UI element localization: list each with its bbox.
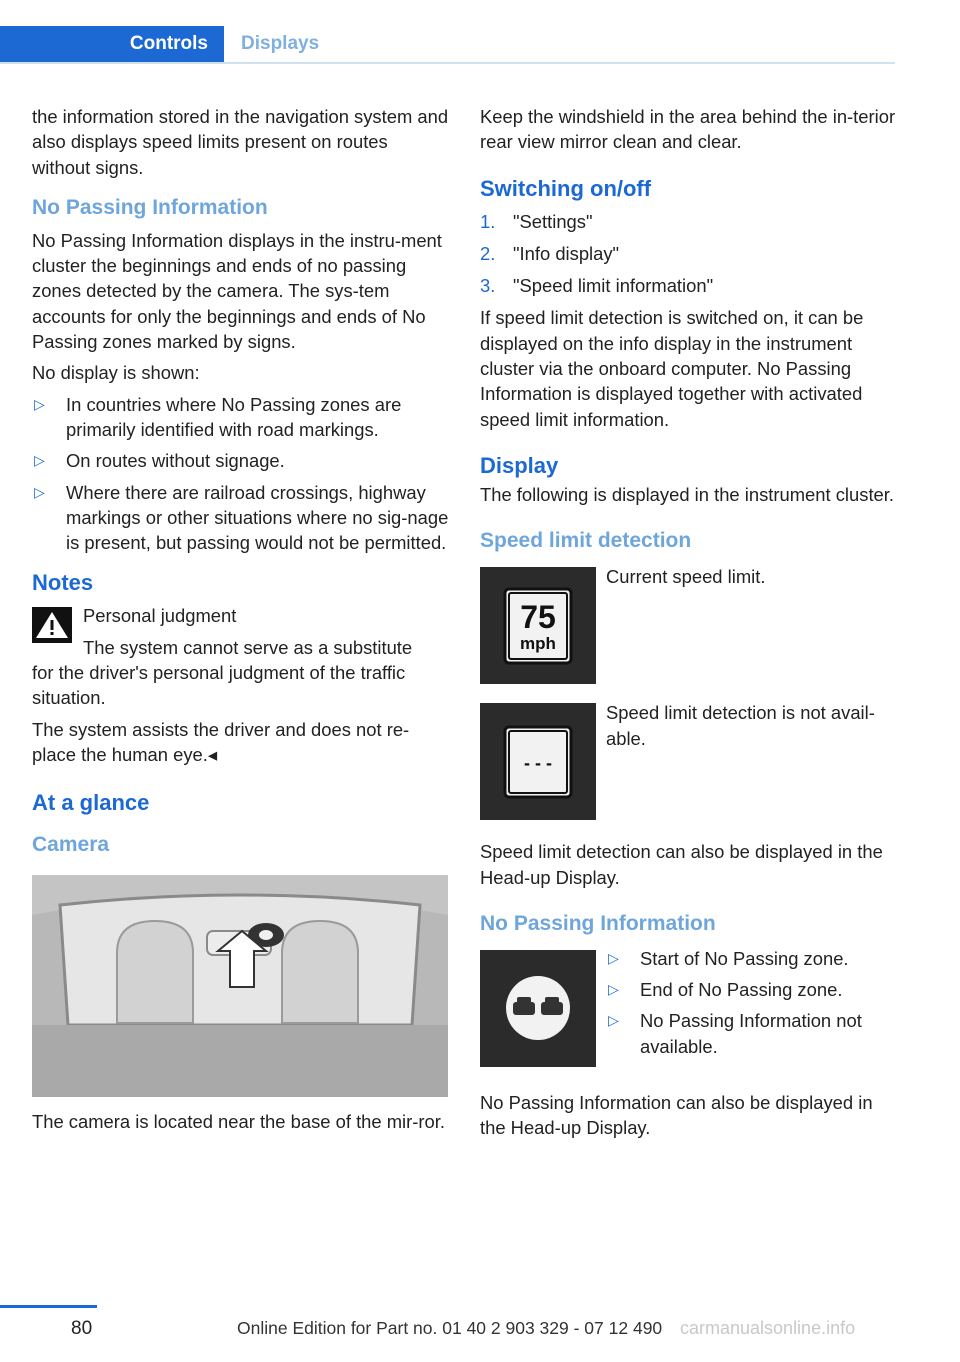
notes-heading: Notes	[32, 570, 94, 596]
speed-limit-sign-icon	[480, 567, 596, 684]
warning-line: The system cannot serve as a substitute	[83, 636, 413, 658]
speed-limit-row	[480, 567, 898, 685]
left-column	[32, 104, 450, 1141]
display-paragraph: The following is displayed in the instrument cluster.	[480, 483, 894, 505]
step-number: 3.	[480, 275, 496, 297]
step-number: 2.	[480, 242, 496, 264]
warning-block	[32, 603, 450, 710]
warning-text: for the driver's personal judgment of the traffic situation.	[32, 662, 406, 709]
no-display-label: No display is shown:	[32, 362, 200, 384]
no-display-list	[32, 392, 450, 556]
list-item: ▷ Where there are railroad crossings, highway markings or other situations where no sig-nage is present, but passing would not be permitted.	[32, 480, 450, 556]
list-item: ▷ End of No Passing zone.	[606, 977, 898, 1002]
npi-list	[606, 946, 898, 1059]
speed-limit-detection-heading: Speed limit detection	[480, 529, 692, 553]
npi-list-wrap	[606, 946, 898, 1065]
camera-location-illustration	[32, 875, 448, 1097]
header-tabbar	[0, 26, 895, 64]
assist-paragraph: The system assists the driver and does not re-place the human eye.◂	[32, 718, 410, 765]
step-label: "Settings"	[513, 210, 593, 232]
step-number: 1.	[480, 210, 496, 232]
speed-value: 75	[520, 599, 556, 636]
online-edition-text: Online Edition for Part no. 01 40 2 903 329 - 07 12 490	[237, 1318, 663, 1338]
switching-heading: Switching on/off	[480, 175, 652, 201]
footer-rule	[0, 1305, 97, 1308]
npi-heading: No Passing Information	[480, 911, 716, 935]
no-passing-icon	[480, 950, 596, 1067]
right-column	[480, 104, 898, 1146]
tab-displays[interactable]: Displays	[241, 33, 320, 54]
list-item: ▷ In countries where No Passing zones are primarily identified with road markings.	[32, 392, 450, 443]
watermark: carmanualsonline.info	[680, 1318, 856, 1338]
at-a-glance-heading: At a glance	[32, 790, 150, 816]
current-limit-text: Current speed limit.	[606, 566, 766, 588]
warning-title: Personal judgment	[83, 605, 237, 627]
windshield-paragraph: Keep the windshield in the area behind the in-terior rear view mirror clean and clear.	[480, 106, 896, 153]
not-available-text: Speed limit detection is not avail-able.	[606, 702, 875, 749]
hud-paragraph-1: Speed limit detection can also be displayed in the Head-up Display.	[480, 841, 883, 888]
step-item	[480, 209, 898, 234]
step-item	[480, 241, 898, 266]
no-passing-heading: No Passing Information	[32, 195, 268, 219]
speed-limit-unavailable-icon	[480, 703, 596, 820]
npi-row	[480, 947, 898, 1072]
camera-heading: Camera	[32, 833, 110, 857]
step-label: "Info display"	[513, 242, 620, 264]
step-label: "Speed limit information"	[513, 275, 714, 297]
list-item: ▷ No Passing Information not available.	[606, 1008, 898, 1059]
dashes: - - -	[524, 753, 552, 774]
camera-caption: The camera is located near the base of the mir-ror.	[32, 1111, 445, 1133]
switch-paragraph: If speed limit detection is switched on, it can be displayed on the info display in the instrument cluster via the onboard computer. No Passing Information is displayed together with activated speed limit information.	[480, 307, 864, 430]
intro-paragraph: the information stored in the navigation system and also displays speed limits present on routes without signs.	[32, 106, 449, 178]
not-available-row	[480, 703, 898, 821]
hud-paragraph-2: No Passing Information can also be displayed in the Head-up Display.	[480, 1091, 873, 1139]
no-passing-paragraph: No Passing Information displays in the instru-ment cluster the beginnings and ends of no passing zones detected by the camera. The sys-tem accounts for only the beginnings and ends of No Passing zones marked by signs.	[32, 229, 442, 353]
page-number: 80	[71, 1318, 93, 1339]
switching-steps	[480, 209, 898, 299]
speed-unit: mph	[520, 634, 556, 654]
list-item: ▷ On routes without signage.	[32, 448, 450, 473]
tab-controls[interactable]: Controls	[0, 26, 224, 62]
step-item	[480, 273, 898, 298]
display-heading: Display	[480, 452, 559, 478]
list-item: ▷ Start of No Passing zone.	[606, 946, 898, 971]
warning-triangle-icon	[32, 607, 72, 643]
